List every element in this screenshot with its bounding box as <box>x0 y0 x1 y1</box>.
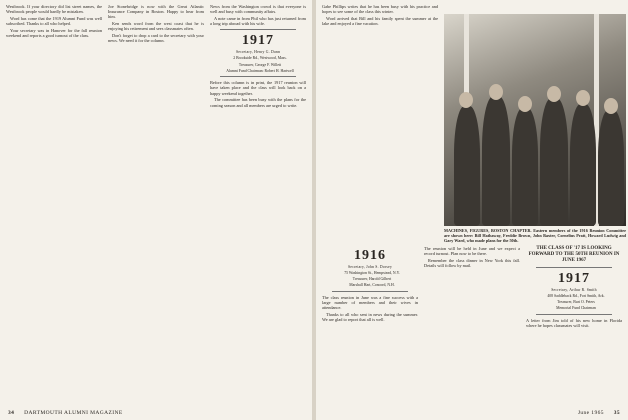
text-paragraph: Before this column is in print, the 1917 reunion will have taken place and the class will look back on a happy weekend together. <box>210 80 306 96</box>
text-paragraph: The class reunion in June was a fine success with a large number of members and their wives in attendance. <box>322 294 418 311</box>
person-head <box>518 96 532 112</box>
page-number: 35 <box>613 410 620 416</box>
reunion-note: THE CLASS OF '17 IS LOOKING FORWARD TO THE 50TH REUNION IN JUNE 1967 <box>528 246 620 263</box>
divider <box>536 314 612 315</box>
person-head <box>489 84 503 100</box>
right-footer <box>578 410 620 416</box>
text-paragraph: A note came in from Phil who has just returned from a long trip abroad with his wife. <box>210 15 306 27</box>
right-page <box>316 0 628 420</box>
class-secretary: Secretary, Henry G. Dann <box>235 50 281 55</box>
class-fund-chairman: Marshall Hart, Concord, N.H. <box>349 283 395 288</box>
class-year-heading: 1916 <box>354 248 386 263</box>
person-figure <box>540 98 568 226</box>
text-paragraph: The reunion will be held in June and we expect a record turnout. Plan now to be there. <box>424 246 520 257</box>
text-paragraph: Word arrived that Bill and his family spent the summer at the lake and enjoyed a fine vacation. <box>322 15 438 27</box>
left-page <box>0 0 312 420</box>
left-col-3 <box>210 4 306 109</box>
text-paragraph: Gabe Phillips writes that he has been busy with his practice and hopes to see some of the class this winter. <box>322 4 438 15</box>
divider <box>332 291 408 292</box>
right-col-3 <box>424 246 520 270</box>
text-paragraph: Ken sends word from the west coast that he is enjoying his retirement and sees classmates often. <box>108 21 204 32</box>
text-paragraph: Remember the class dinner in New York this fall. Details will follow by mail. <box>424 257 520 269</box>
class-treasurer: Treasurer, George F. Willett <box>238 62 282 67</box>
class-fund-chairman: Alumni Fund Chairman: Robert H. Hartwell <box>226 68 294 73</box>
text-paragraph: Thanks to all who sent in news during the summer. We are glad to report that all is well. <box>322 311 418 323</box>
text-paragraph: Your secretary was in Hanover for the fall reunion weekend and reports a good turnout of the class. <box>6 27 102 39</box>
text-paragraph: Don't forget to drop a card to the secretary with your news. We need it for the column. <box>108 33 204 44</box>
person-figure <box>454 106 480 226</box>
person-figure <box>512 108 538 226</box>
person-head <box>604 98 618 114</box>
text-paragraph: Westbrook. If your directory did list street names, the Westbrook people would hardly be mistaken. <box>6 4 102 15</box>
divider <box>220 76 296 77</box>
left-footer <box>8 410 123 416</box>
class-treasurer: Treasurer, Harold Gilbert <box>352 277 392 282</box>
text-paragraph: A letter from Jim told of his new home in Florida where he hopes classmates will visit. <box>526 317 622 329</box>
class-year-heading: 1917 <box>558 271 590 286</box>
class-treasurer: Treasurer, Burt O. Peters <box>557 300 595 305</box>
class-address: 75 Washington St., Hempstead, N.Y. <box>344 271 400 276</box>
right-col-4 <box>526 246 622 330</box>
issue-date: June 1965 <box>577 410 604 416</box>
person-head <box>547 86 561 102</box>
text-paragraph: Word has come that the 1919 Alumni Fund was well subscribed. Thanks to all who helped. <box>6 15 102 27</box>
text-paragraph: The committee has been busy with the plans for the coming season and all members are urged to write. <box>210 97 306 108</box>
right-col-1 <box>322 4 438 28</box>
class-address: 408 Saddleback Rd., Fort Smith, Ark. <box>547 294 605 299</box>
person-head <box>459 92 473 108</box>
person-figure <box>598 110 624 226</box>
photo-caption: MACHINES, FIGURES, BOSTON CHAPTER. Eastern members of the 1916 Reunion Committee are shown here: Bill Hathaway, Freddie Brown, John Baxter, Cornelius Pratt, Howard Ludwig and Gary Ward, who made plans for the 50th. <box>444 228 626 243</box>
right-col-2 <box>322 246 418 324</box>
group-photo <box>444 14 626 226</box>
class-fund-chairman: Memorial Fund Chairman <box>556 306 596 311</box>
text-paragraph: Joe Stonebridge is now with the Great Atlantic Insurance Company in Boston. Happy to hear from him. <box>108 4 204 20</box>
person-head <box>576 90 590 106</box>
divider <box>220 29 296 30</box>
class-secretary: Secretary, John S. Dorsey <box>347 265 393 269</box>
magazine-title: DARTMOUTH ALUMNI MAGAZINE <box>24 410 123 416</box>
left-col-1 <box>6 4 102 40</box>
class-year-heading: 1917 <box>242 33 274 49</box>
divider <box>536 267 612 268</box>
person-figure <box>482 96 510 226</box>
class-address: 2 Brookside Rd., Westwood, Mass. <box>233 56 287 61</box>
person-figure <box>570 104 596 226</box>
left-col-2 <box>108 4 204 45</box>
text-paragraph: News from the Washington crowd is that everyone is well and busy with community affairs. <box>210 4 306 15</box>
class-secretary: Secretary, Arthur R. Smith <box>551 288 597 292</box>
page-number: 34 <box>8 410 15 416</box>
